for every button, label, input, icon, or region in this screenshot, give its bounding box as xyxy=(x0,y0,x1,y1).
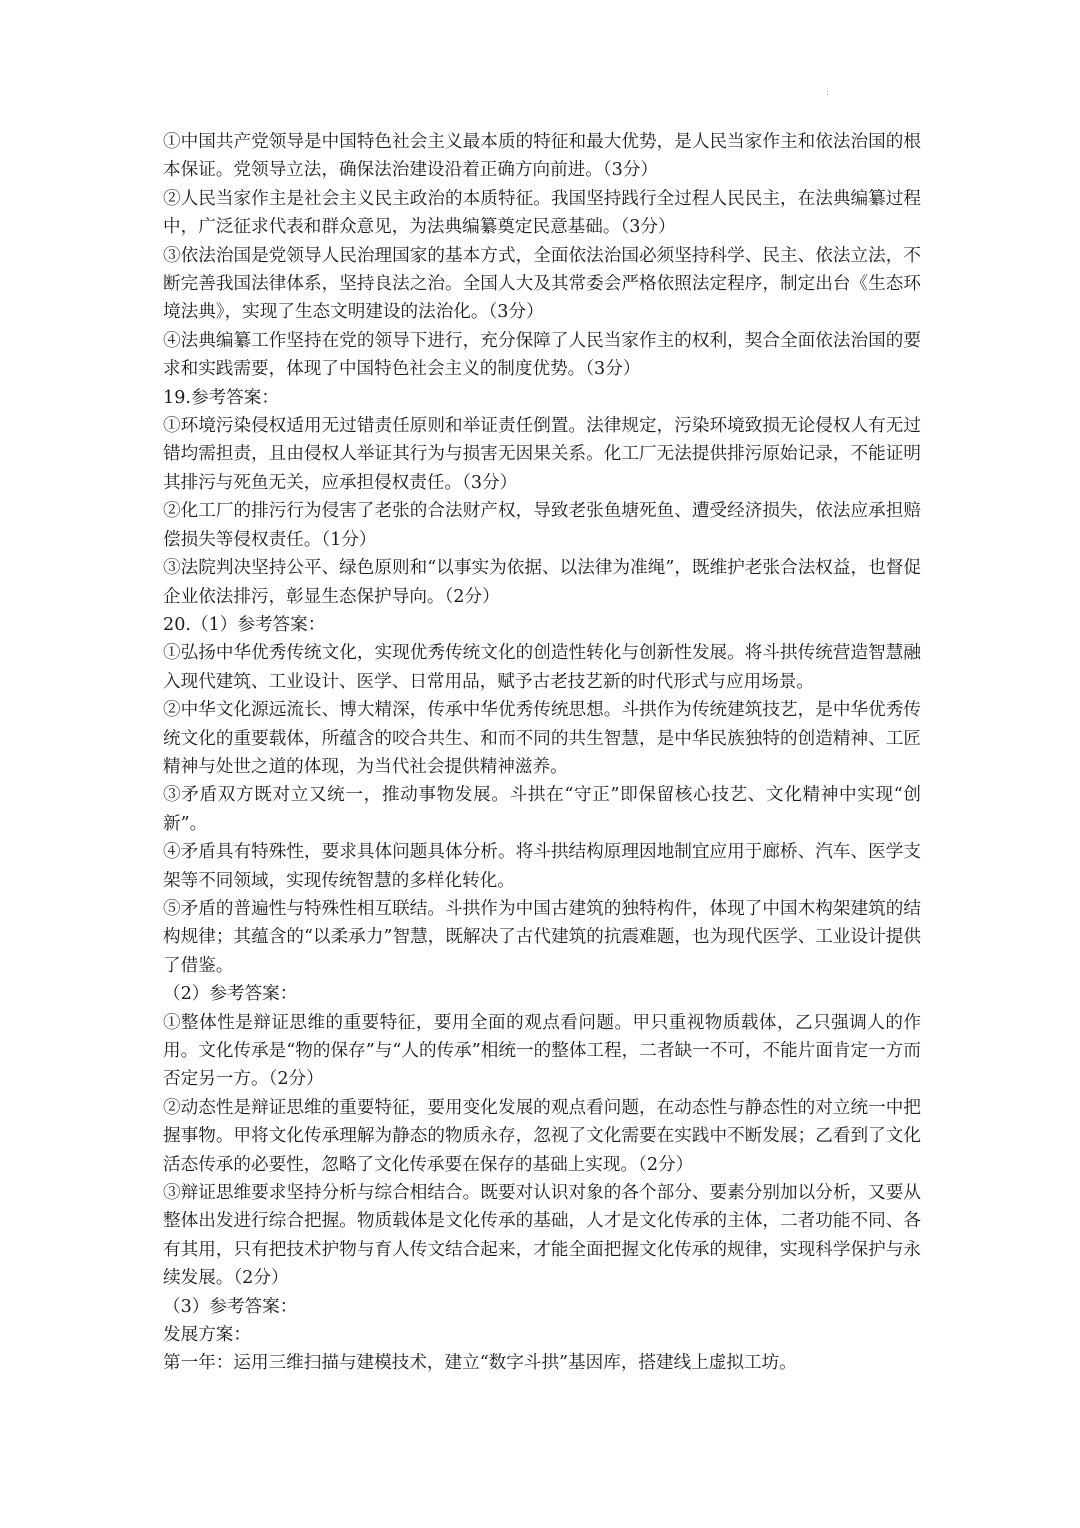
section-heading: 20.（1）参考答案： xyxy=(163,614,326,635)
answer-paragraph: ③辩证思维要求坚持分析与综合相结合。既要对认识对象的各个部分、要素分别加以分析，又要从整体出发进行综合把握。物质载体是文化传承的基础，人才是文化传承的主体，二者功能不同、各有其用，只有把技术护物与育人传文结合起来，才能全面把握文化传承的规律，实现科学保护与永续发展。（2分） xyxy=(163,1183,921,1289)
answer-paragraph: ②化工厂的排污行为侵害了老张的合法财产权，导致老张鱼塘死鱼、遭受经济损失，依法应承担赔偿损失等侵权责任。（1分） xyxy=(163,501,921,550)
answer-paragraph: ①弘扬中华优秀传统文化，实现优秀传统文化的创造性转化与创新性发展。将斗拱传统营造智慧融入现代建筑、工业设计、医学、日常用品，赋予古老技艺新的时代形式与应用场景。 xyxy=(163,643,921,692)
answer-paragraph: ④法典编纂工作坚持在党的领导下进行，充分保障了人民当家作主的权利，契合全面依法治国的要求和实践需要，体现了中国特色社会主义的制度优势。（3分） xyxy=(163,330,921,380)
answer-paragraph: ③矛盾双方既对立又统一，推动事物发展。斗拱在“守正”即保留核心技艺、文化精神中实现“创新”。 xyxy=(163,785,921,834)
answer-paragraph: ④矛盾具有特殊性，要求具体问题具体分析。将斗拱结构原理因地制宜应用于廊桥、汽车、医学支架等不同领域，实现传统智慧的多样化转化。 xyxy=(163,842,921,891)
answer-paragraph: 第一年：运用三维扫描与建模技术，建立“数字斗拱”基因库，搭建线上虚拟工坊。 xyxy=(163,1353,797,1374)
answer-paragraph: ③依法治国是党领导人民治理国家的基本方式，全面依法治国必须坚持科学、民主、依法立法，不断完善我国法律体系，坚持良法之治。全国人大及其常委会严格依照法定程序，制定出台《生态环境法典》，实现了生态文明建设的法治化。（3分） xyxy=(163,245,921,323)
answer-paragraph: ①环境污染侵权适用无过错责任原则和举证责任倒置。法律规定，污染环境致损无论侵权人有无过错均需担责，且由侵权人举证其行为与损害无因果关系。化工厂无法提供排污原始记录，不能证明其排污与死鱼无关，应承担侵权责任。（3分） xyxy=(163,416,921,493)
answer-paragraph: ③法院判决坚持公平、绿色原则和“以事实为依据、以法律为准绳”，既维护老张合法权益，也督促企业依法排污，彰显生态保护导向。（2分） xyxy=(163,558,921,607)
answer-paragraph: ②人民当家作主是社会主义民主政治的本质特征。我国坚持践行全过程人民民主，在法典编纂过程中，广泛征求代表和群众意见，为法典编纂奠定民意基础。（3分） xyxy=(163,188,921,238)
answer-paragraph: ①中国共产党领导是中国特色社会主义最本质的特征和最大优势，是人民当家作主和依法治国的根本保证。党领导立法，确保法治建设沿着正确方向前进。（3分） xyxy=(163,132,921,181)
corner-mark: : xyxy=(826,88,829,97)
answer-paragraph: ⑤矛盾的普遍性与特殊性相互联结。斗拱作为中国古建筑的独特构件，体现了中国木构架建筑的结构规律；其蕴含的“以柔承力”智慧，既解决了古代建筑的抗震难题，也为现代医学、工业设计提供了借鉴。 xyxy=(163,898,921,976)
section-heading: 19.参考答案： xyxy=(163,387,279,408)
answer-document xyxy=(163,128,921,1378)
section-heading: （3）参考答案： xyxy=(163,1296,298,1317)
section-heading: （2）参考答案： xyxy=(163,984,298,1005)
answer-paragraph: ①整体性是辩证思维的重要特征，要用全面的观点看问题。甲只重视物质载体，乙只强调人的作用。文化传承是“物的保存”与“人的传承”相统一的整体工程，二者缺一不可，不能片面肯定一方而否定另一方。（2分） xyxy=(163,1012,921,1090)
answer-paragraph: ②中华文化源远流长、博大精深，传承中华优秀传统思想。斗拱作为传统建筑技艺，是中华优秀传统文化的重要载体，所蕴含的咬合共生、和而不同的共生智慧，是中华民族独特的创造精神、工匠精神与处世之道的体现，为当代社会提供精神滋养。 xyxy=(163,700,921,777)
section-heading: 发展方案： xyxy=(163,1325,251,1346)
answer-paragraph: ②动态性是辩证思维的重要特征，要用变化发展的观点看问题，在动态性与静态性的对立统一中把握事物。甲将文化传承理解为静态的物质永存，忽视了文化需要在实践中不断发展；乙看到了文化活态传承的必要性，忽略了文化传承要在保存的基础上实现。（2分） xyxy=(163,1097,921,1175)
